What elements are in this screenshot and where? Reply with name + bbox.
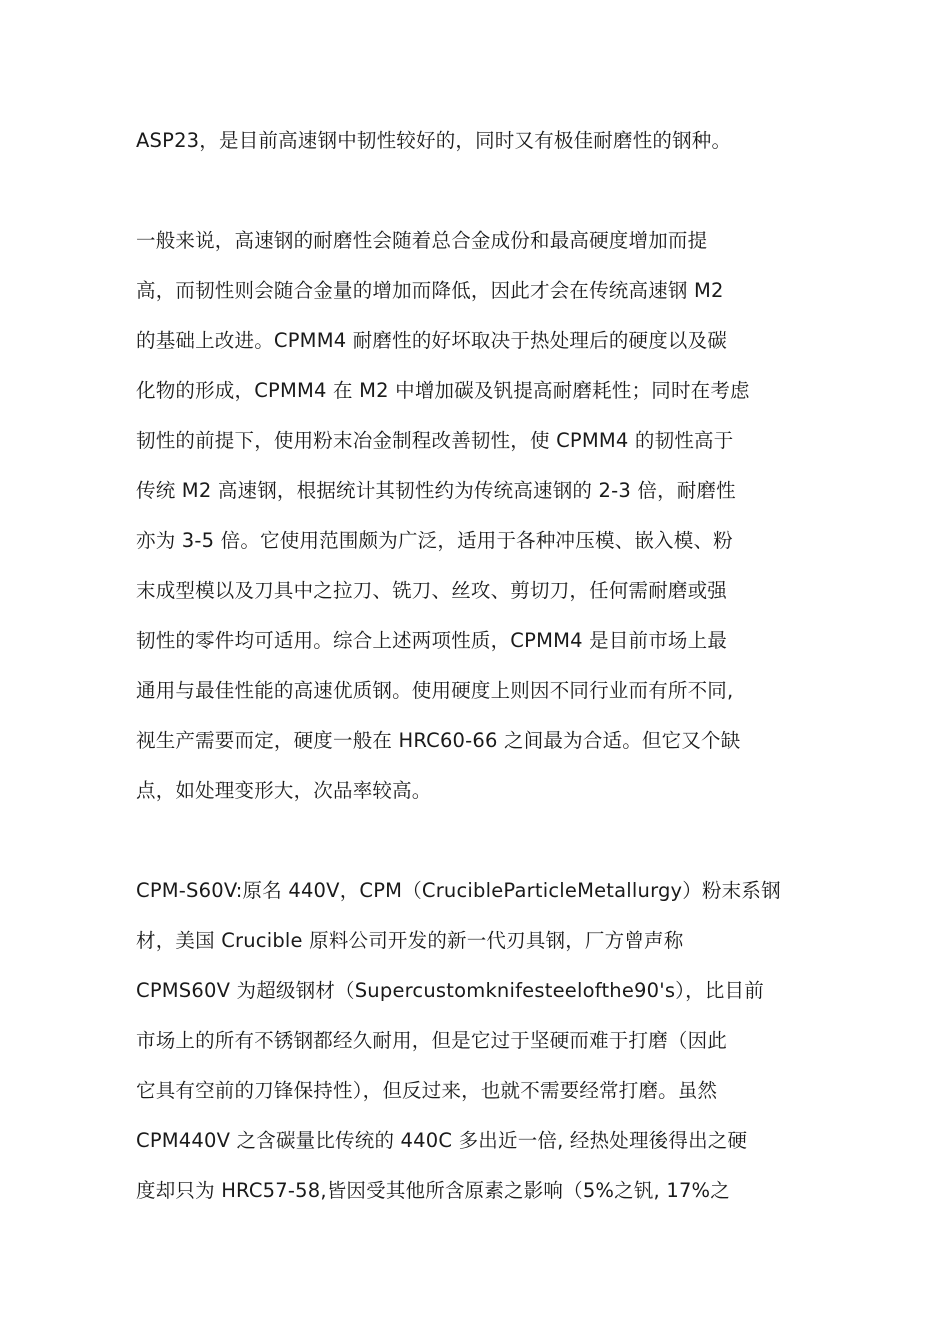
text-line: 传统 M2 高速钢，根据统计其韧性约为传统高速钢的 2-3 倍，耐磨性 xyxy=(136,479,736,502)
paragraph-cpm-s60v xyxy=(136,866,816,1216)
paragraph-cpmm4 xyxy=(136,216,816,816)
text-line: 的基础上改进。CPMM4 耐磨性的好坏取决于热处理后的硬度以及碳 xyxy=(136,329,728,352)
text-line: 亦为 3-5 倍。它使用范围颇为广泛，适用于各种冲压模、嵌入模、粉 xyxy=(136,529,733,552)
text-line: 一般来说，高速钢的耐磨性会随着总合金成份和最高硬度增加而提 xyxy=(136,229,708,252)
text-line: CPMS60V 为超级钢材（Supercustomknifesteelofthe90's），比目前 xyxy=(136,979,764,1002)
text-line: 它具有空前的刀锋保持性），但反过来，也就不需要经常打磨。虽然 xyxy=(136,1079,718,1102)
text-line: 通用与最佳性能的高速优质钢。使用硬度上则因不同行业而有所不同, xyxy=(136,679,734,702)
text-line: 韧性的零件均可适用。综合上述两项性质，CPMM4 是目前市场上最 xyxy=(136,629,728,652)
text-line: CPM440V 之含碳量比传统的 440C 多出近一倍, 经热处理後得出之硬 xyxy=(136,1129,748,1152)
text-line: 度却只为 HRC57-58,皆因受其他所含原素之影响（5%之钒, 17%之 xyxy=(136,1179,730,1202)
text-line: CPM-S60V:原名 440V，CPM（CrucibleParticleMetallurgy）粉末系钢 xyxy=(136,879,781,902)
text-line: 末成型模以及刀具中之拉刀、铣刀、丝攻、剪切刀，任何需耐磨或强 xyxy=(136,579,728,602)
text-line: ASP23，是目前高速钢中韧性较好的，同时又有极佳耐磨性的钢种。 xyxy=(136,129,732,152)
text-line: 视生产需要而定，硬度一般在 HRC60-66 之间最为合适。但它又个缺 xyxy=(136,729,741,752)
text-line: 韧性的前提下，使用粉末冶金制程改善韧性，使 CPMM4 的韧性高于 xyxy=(136,429,734,452)
text-line: 高，而韧性则会随合金量的增加而降低，因此才会在传统高速钢 M2 xyxy=(136,279,724,302)
paragraph-asp23 xyxy=(136,116,816,166)
text-line: 化物的形成，CPMM4 在 M2 中增加碳及钒提高耐磨耗性；同时在考虑 xyxy=(136,379,750,402)
text-line: 市场上的所有不锈钢都经久耐用，但是它过于坚硬而难于打磨（因此 xyxy=(136,1029,728,1052)
text-line: 点，如处理变形大，次品率较高。 xyxy=(136,779,432,802)
text-line: 材，美国 Crucible 原料公司开发的新一代刃具钢，厂方曾声称 xyxy=(136,929,684,952)
